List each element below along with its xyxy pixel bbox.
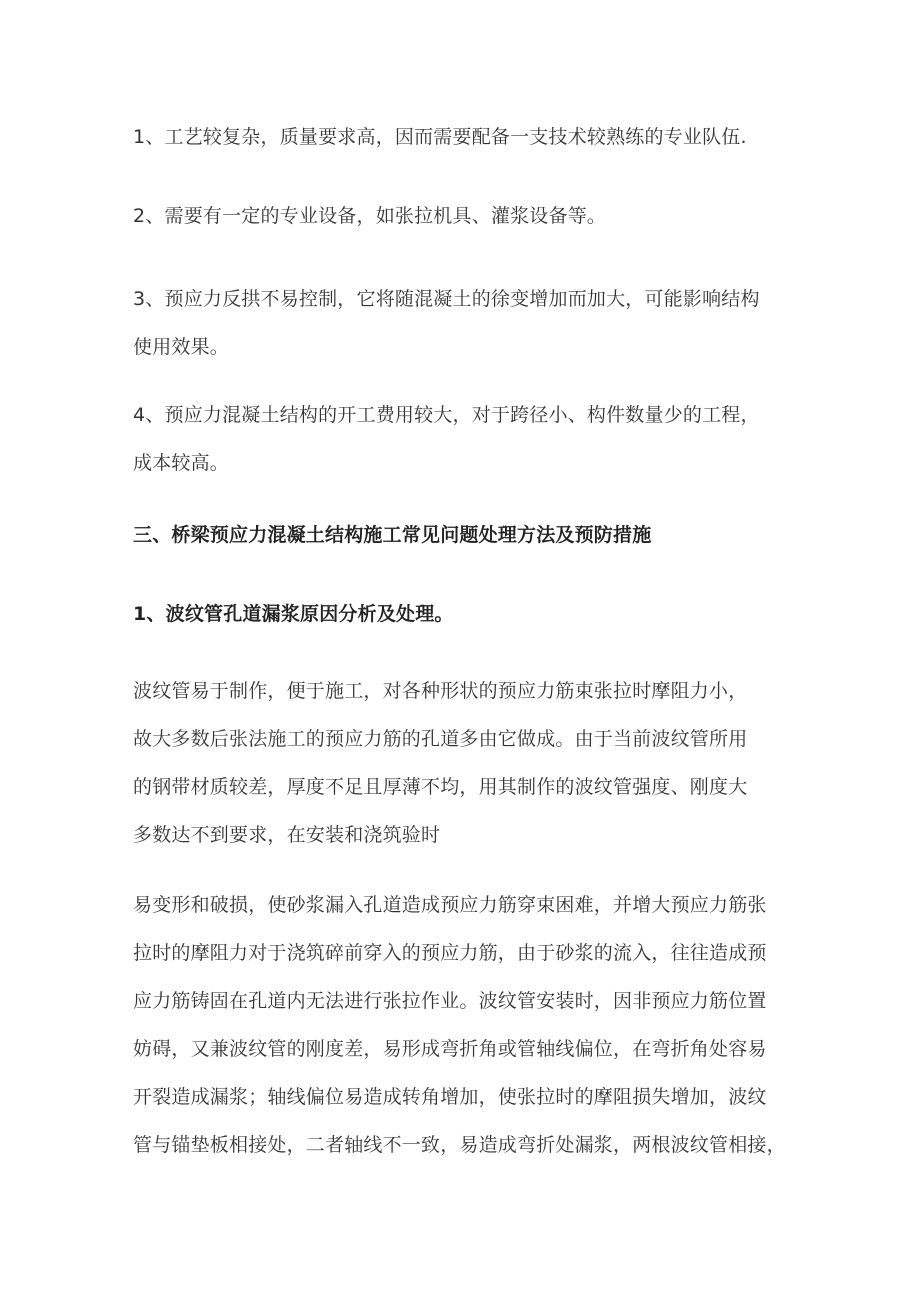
paragraph-2-line: 管与锚垫板相接处，二者轴线不一致，易造成弯折处漏浆，两根波纹管相接， xyxy=(133,1134,786,1156)
list-item-4 xyxy=(133,391,793,487)
list-item-3 xyxy=(133,275,793,371)
paragraph-1-line: 多数达不到要求，在安装和浇筑验时 xyxy=(133,824,441,846)
subsection-heading xyxy=(133,590,793,638)
list-item-1 xyxy=(133,113,793,161)
list-item-4-line-2: 成本较高。 xyxy=(133,452,230,474)
paragraph-1-line: 的钢带材质较差，厚度不足且厚薄不均，用其制作的波纹管强度、刚度大 xyxy=(133,776,748,798)
paragraph-2 xyxy=(133,881,793,1169)
subsection-heading-text: 1、波纹管孔道漏浆原因分析及处理。 xyxy=(133,603,454,625)
paragraph-2-line: 开裂造成漏浆；轴线偏位易造成转角增加，使张拉时的摩阻损失增加，波纹 xyxy=(133,1086,767,1108)
section-heading-text: 三、桥梁预应力混凝土结构施工常见问题处理方法及预防措施 xyxy=(133,524,652,546)
list-item-2-line-1: 2、需要有一定的专业设备，如张拉机具、灌浆设备等。 xyxy=(133,205,607,227)
paragraph-2-line: 应力筋铸固在孔道内无法进行张拉作业。波纹管安装时，因非预应力筋位置 xyxy=(133,990,767,1012)
paragraph-1-line: 波纹管易于制作，便于施工，对各种形状的预应力筋束张拉时摩阻力小， xyxy=(133,680,748,702)
paragraph-1 xyxy=(133,667,793,859)
list-item-2 xyxy=(133,192,793,240)
list-item-3-line-2: 使用效果。 xyxy=(133,336,230,358)
section-heading xyxy=(133,511,793,559)
paragraph-2-line: 拉时的摩阻力对于浇筑碎前穿入的预应力筋，由于砂浆的流入，往往造成预 xyxy=(133,942,767,964)
paragraph-1-line: 故大多数后张法施工的预应力筋的孔道多由它做成。由于当前波纹管所用 xyxy=(133,728,748,750)
list-item-1-line-1: 1、工艺较复杂，质量要求高，因而需要配备一支技术较熟练的专业队伍. xyxy=(133,126,747,148)
paragraph-2-line: 易变形和破损，使砂浆漏入孔道造成预应力筋穿束困难，并增大预应力筋张 xyxy=(133,894,767,916)
list-item-4-line-1: 4、预应力混凝土结构的开工费用较大，对于跨径小、构件数量少的工程， xyxy=(133,404,760,426)
paragraph-2-line: 妨碍，又兼波纹管的刚度差，易形成弯折角或管轴线偏位，在弯折角处容易 xyxy=(133,1038,767,1060)
list-item-3-line-1: 3、预应力反拱不易控制，它将随混凝土的徐变增加而加大，可能影响结构 xyxy=(133,288,760,310)
